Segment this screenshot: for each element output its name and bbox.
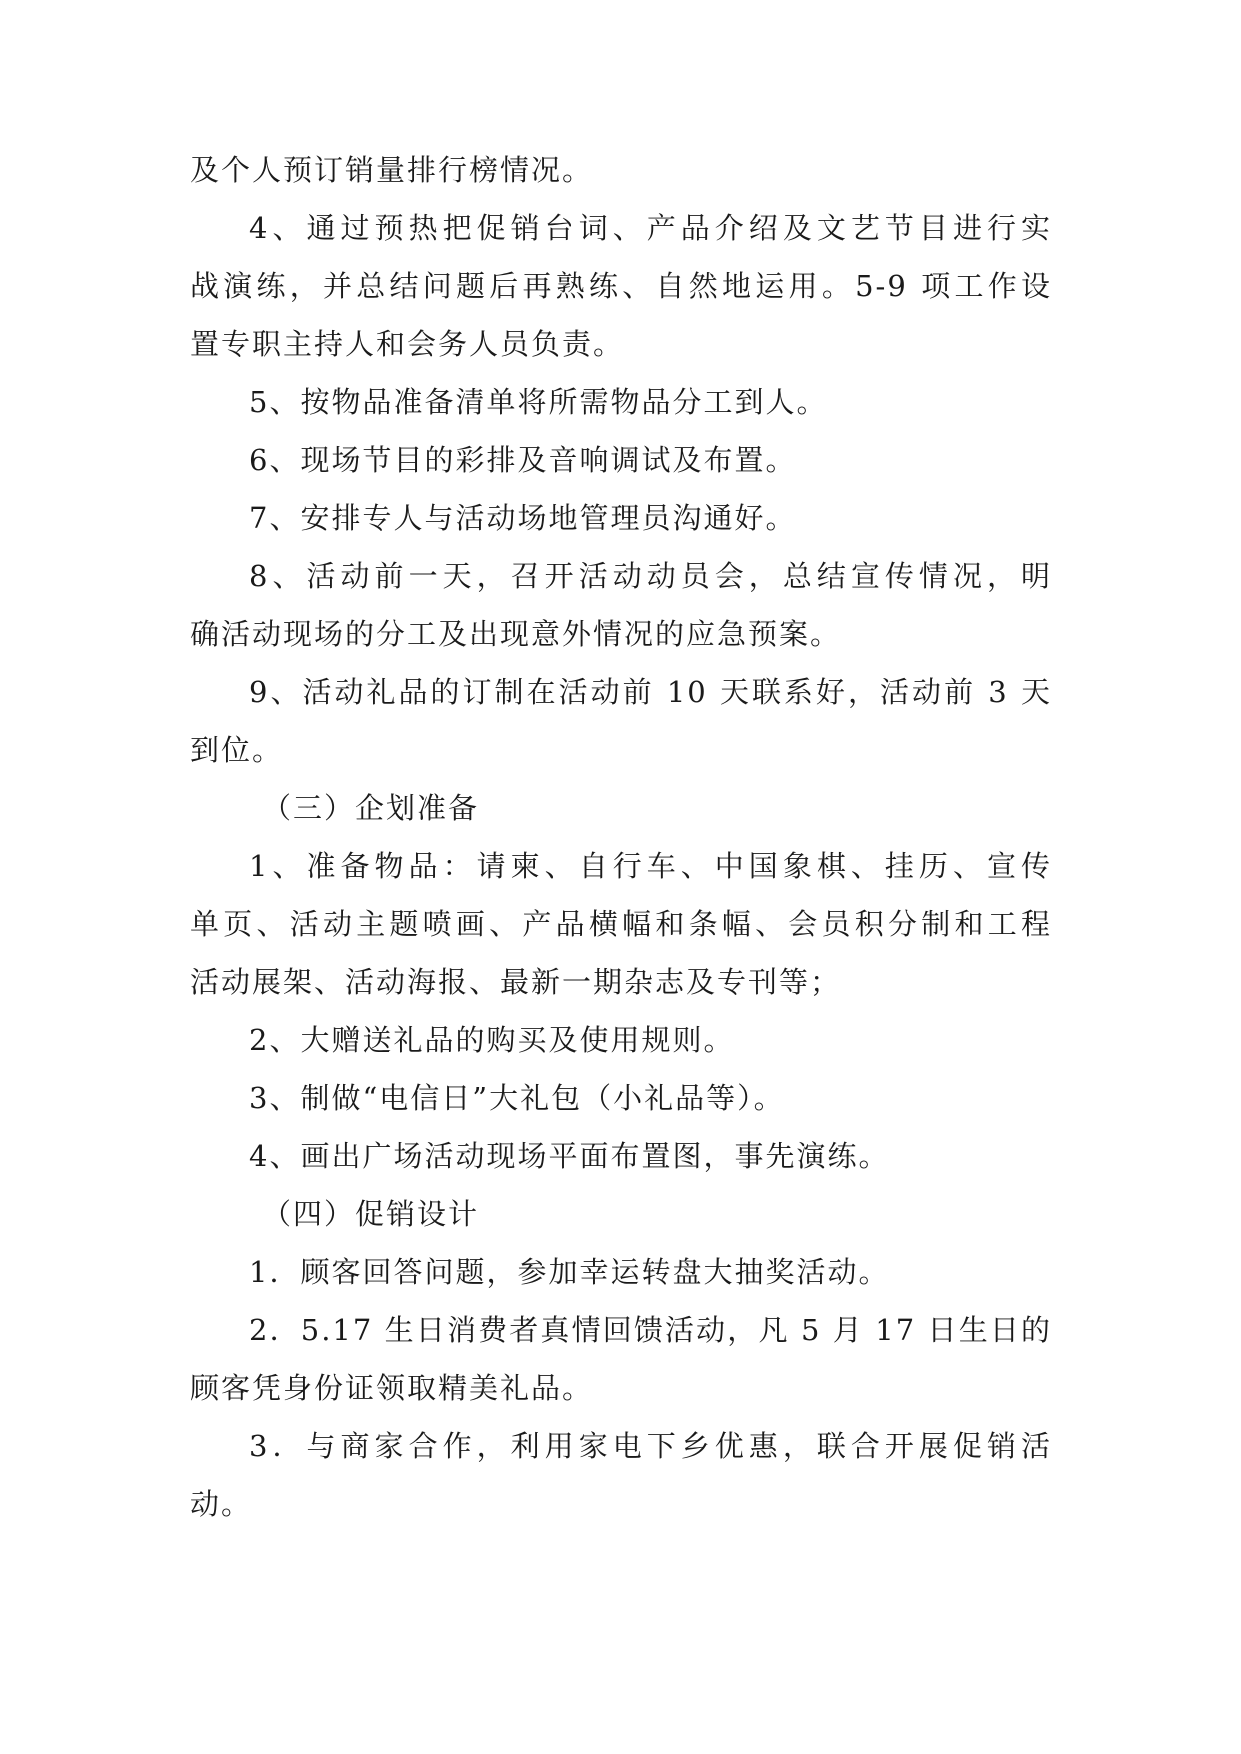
text-line: 到位。 (190, 733, 284, 767)
text-line: 活动展架、活动海报、最新一期杂志及专刊等； (190, 965, 842, 999)
text-line: 及个人预订销量排行榜情况。 (190, 153, 594, 187)
section-heading: （三）企划准备 (262, 791, 480, 825)
text-line: 置专职主持人和会务人员负责。 (190, 327, 625, 361)
text-line: 单页、活动主题喷画、产品横幅和条幅、会员积分制和工程 (190, 907, 1052, 941)
text-line: 3、制做“电信日”大礼包（小礼品等）。 (249, 1081, 785, 1115)
text-line: 6、现场节目的彩排及音响调试及布置。 (249, 443, 797, 477)
text-line: 7、安排专人与活动场地管理员沟通好。 (249, 501, 797, 535)
text-line: 3．与商家合作，利用家电下乡优惠，联合开展促销活 (249, 1429, 1052, 1463)
text-line: 确活动现场的分工及出现意外情况的应急预案。 (190, 617, 842, 651)
text-line: 1、准备物品：请柬、自行车、中国象棋、挂历、宣传 (249, 849, 1052, 883)
text-line: 4、画出广场活动现场平面布置图，事先演练。 (249, 1139, 890, 1173)
text-line: 5、按物品准备清单将所需物品分工到人。 (249, 385, 828, 419)
text-line: 2．5.17 生日消费者真情回馈活动，凡 5 月 17 日生日的 (249, 1313, 1052, 1347)
text-line: 顾客凭身份证领取精美礼品。 (190, 1371, 594, 1405)
text-line: 8、活动前一天，召开活动动员会，总结宣传情况，明 (249, 559, 1052, 593)
text-line: 9、活动礼品的订制在活动前 10 天联系好，活动前 3 天 (249, 675, 1052, 709)
text-line: 战演练，并总结问题后再熟练、自然地运用。5-9 项工作设 (190, 269, 1052, 303)
text-line: 4、通过预热把促销台词、产品介绍及文艺节目进行实 (249, 211, 1052, 245)
text-line: 动。 (190, 1487, 253, 1521)
text-line: 2、大赠送礼品的购买及使用规则。 (249, 1023, 735, 1057)
text-line: 1．顾客回答问题，参加幸运转盘大抽奖活动。 (249, 1255, 890, 1289)
section-heading: （四）促销设计 (262, 1197, 480, 1231)
